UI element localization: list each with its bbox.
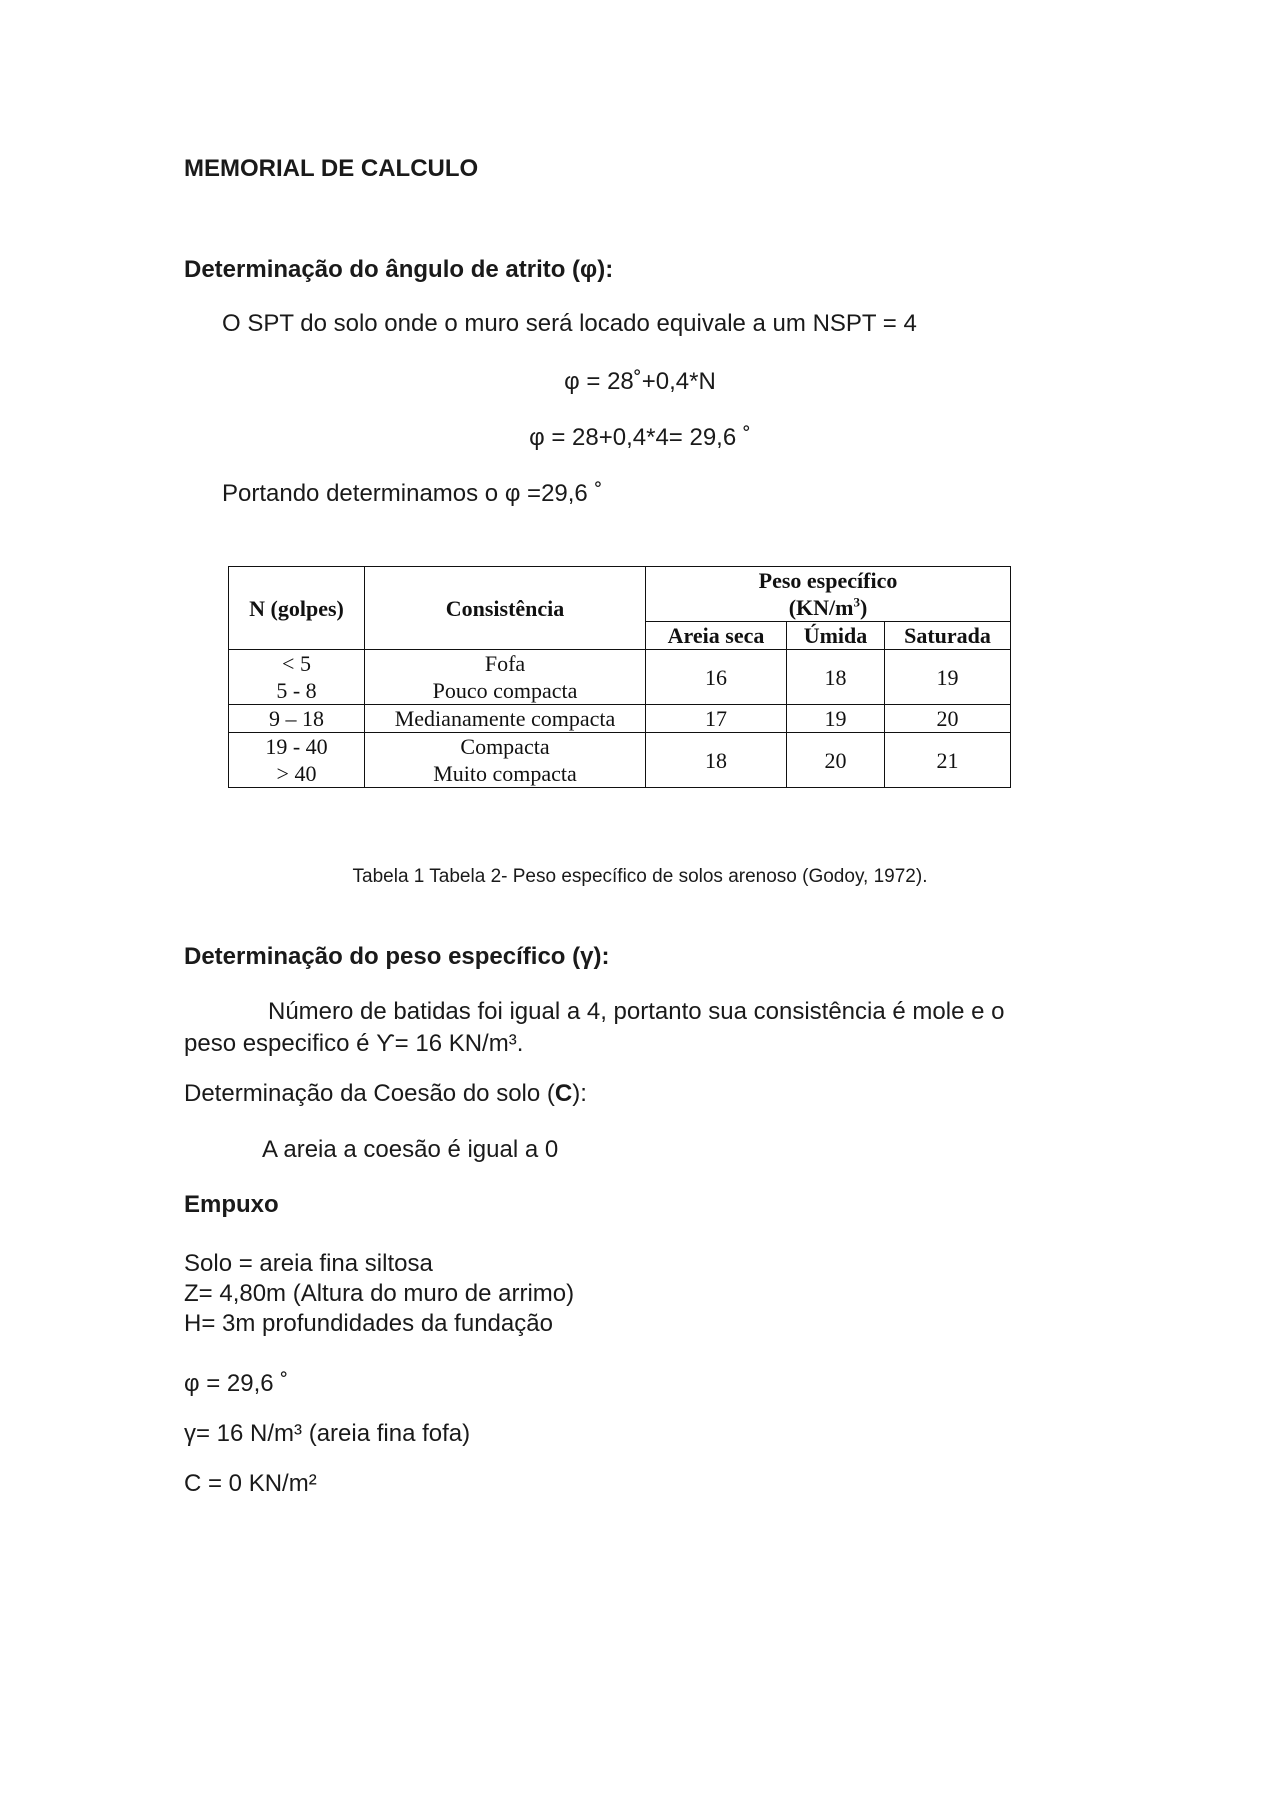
- cell-umida: 20: [787, 733, 885, 788]
- friction-calculation: φ = 28+0,4*4= 29,6 ˚: [529, 424, 751, 451]
- header-umida: Úmida: [787, 622, 885, 650]
- cell-areia-seca: 16: [646, 650, 787, 705]
- empuxo-line-z: Z= 4,80m (Altura do muro de arrimo): [184, 1280, 575, 1307]
- document-title: MEMORIAL DE CALCULO: [184, 155, 479, 182]
- soil-unit-weight-table: [228, 566, 1011, 788]
- cell-consistencia: Medianamente compacta: [365, 705, 646, 733]
- cell-umida: 18: [787, 650, 885, 705]
- empuxo-gamma: γ= 16 N/m³ (areia fina fofa): [184, 1420, 471, 1447]
- section-heading-unit-weight: Determinação do peso específico (γ):: [184, 943, 610, 970]
- cell-consistencia: Compacta Muito compacta: [365, 733, 646, 788]
- friction-formula: φ = 28˚+0,4*N: [564, 368, 716, 395]
- cell-areia-seca: 17: [646, 705, 787, 733]
- cell-consistencia: Fofa Pouco compacta: [365, 650, 646, 705]
- cell-umida: 19: [787, 705, 885, 733]
- table-row: [229, 650, 1011, 705]
- section-heading-friction-angle: Determinação do ângulo de atrito (φ):: [184, 256, 614, 283]
- section-heading-empuxo: Empuxo: [184, 1191, 279, 1218]
- header-peso-especifico: [646, 567, 1011, 622]
- cell-saturada: 21: [885, 733, 1011, 788]
- header-areia-seca: Areia seca: [646, 622, 787, 650]
- table-row: [229, 705, 1011, 733]
- cell-n: 19 - 40 > 40: [229, 733, 365, 788]
- cell-saturada: 19: [885, 650, 1011, 705]
- empuxo-phi: φ = 29,6 ˚: [184, 1370, 289, 1397]
- unit-weight-text-line2: peso especifico é ϒ= 16 KN/m³.: [184, 1030, 524, 1057]
- header-consistencia: Consistência: [365, 567, 646, 650]
- friction-conclusion: Portando determinamos o φ =29,6 ˚: [222, 480, 603, 507]
- header-saturada: Saturada: [885, 622, 1011, 650]
- cell-n: < 5 5 - 8: [229, 650, 365, 705]
- table-caption: Tabela 1 Tabela 2- Peso específico de solos arenoso (Godoy, 1972).: [352, 866, 928, 887]
- cell-areia-seca: 18: [646, 733, 787, 788]
- section-heading-cohesion: Determinação da Coesão do solo (C):: [184, 1080, 587, 1107]
- spt-intro-text: O SPT do solo onde o muro será locado equivale a um NSPT = 4: [222, 310, 917, 337]
- header-n-golpes: N (golpes): [229, 567, 365, 650]
- cohesion-text: A areia a coesão é igual a 0: [262, 1136, 559, 1163]
- header-peso-especifico-unit: $(KN/m^3)$: [788, 594, 868, 620]
- table-row: [229, 733, 1011, 788]
- header-peso-especifico-line1: Peso específico: [758, 568, 898, 593]
- empuxo-line-solo: Solo = areia fina siltosa: [184, 1250, 433, 1277]
- unit-weight-text-line1: Número de batidas foi igual a 4, portanto sua consistência é mole e o: [268, 998, 1005, 1025]
- empuxo-line-h: H= 3m profundidades da fundação: [184, 1310, 553, 1337]
- cell-n: 9 – 18: [229, 705, 365, 733]
- cell-saturada: 20: [885, 705, 1011, 733]
- empuxo-cohesion: C = 0 KN/m²: [184, 1470, 317, 1497]
